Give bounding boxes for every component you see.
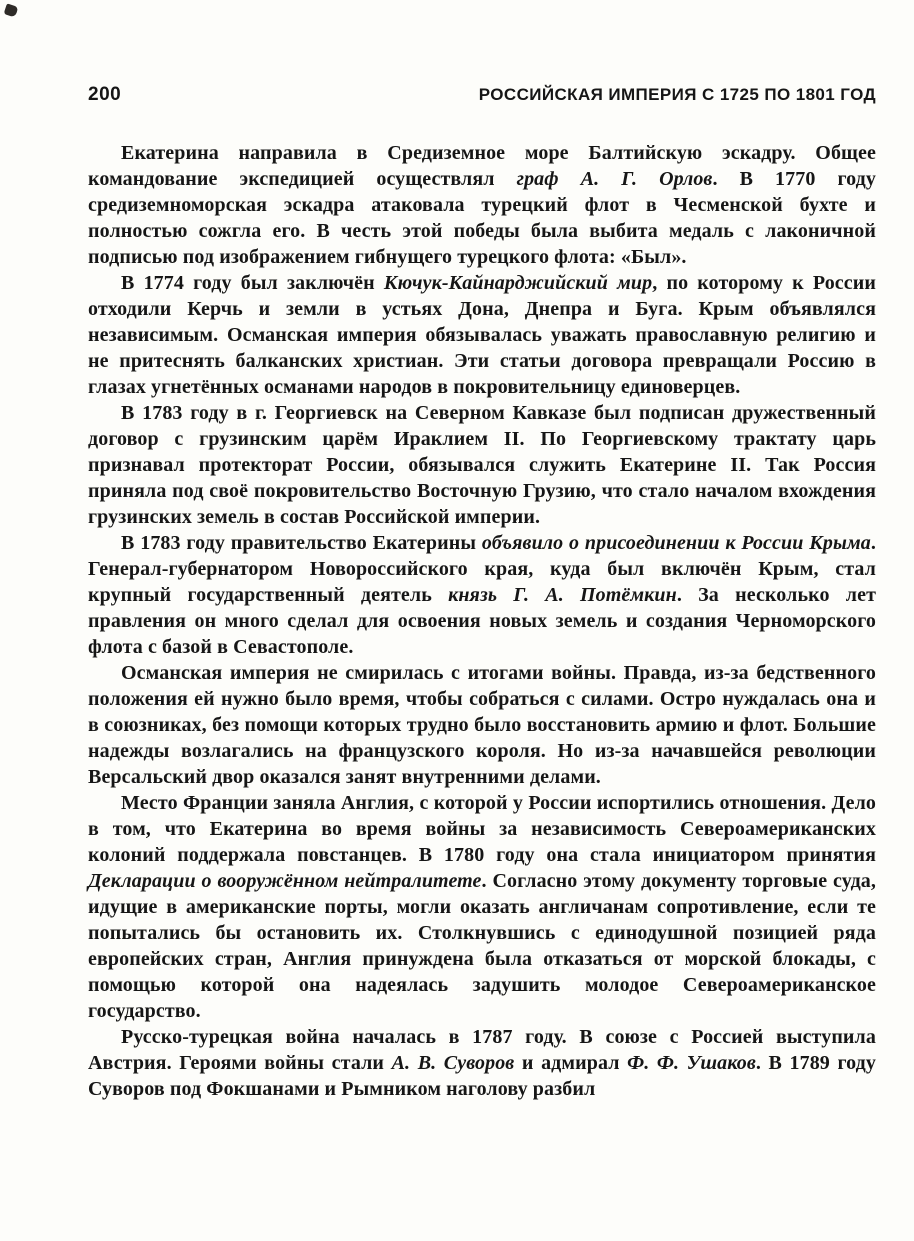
text-run-normal: году правительство Екатерины [180,532,482,554]
text-run-bold: 1783 [142,402,183,424]
text-run-normal: . За несколько лет правления он много сделал для освоения новых земель и создания Черноморского флота с базой в Севастополе. [88,584,876,658]
text-run-normal: Османская империя не смирилась с итогами войны. Правда, из-за бедственного положения ей нужно было время, чтобы собраться с силами. Остро нуждалась она и в союзниках, без помощи которых трудно было восстановить армию и флот. Большие надежды возлагались на французского короля. Но из-за начавшейся революции Версальский двор оказался занят внутренними делами. [88,662,876,788]
page-number: 200 [88,84,122,105]
text-run-italic: объявило о присоединении к России Крыма [481,532,871,554]
text-run-normal: году в г. Георгиевск на Северном Кавказе был подписан дружественный договор с грузинским царём Ираклием II. По Георгиевскому трактату царь признавал протекторат России, обязывался служить Екатерине II. Так Россия приняла под своё покровительство Восточную Грузию, что стало началом вхождения грузинских земель в состав Российской империи. [88,402,876,528]
text-run-normal: В [121,272,144,294]
running-title: РОССИЙСКАЯ ИМПЕРИЯ С 1725 ПО 1801 ГОД [478,85,876,104]
text-run-italic: Декларации о вооружённом нейтралитете [88,870,482,892]
text-run-italic: А. В. Суворов [391,1052,515,1074]
page-header [88,84,876,106]
text-run-normal: . В 1789 году Суворов под Фокшанами и Рымником наголову разбил [88,1052,876,1100]
text-run-normal: Место Франции заняла Англия, с которой у России испортились отношения. Дело в том, что Екатерина во время войны за независимость Североамериканских колоний поддержала повстанцев. В 1780 году она стала инициатором принятия [88,792,876,866]
text-run-italic: граф А. Г. Орлов [516,168,713,190]
text-run-normal: , по которому к России отходили Керчь и земли в устьях Дона, Днепра и Буга. Крым объявлялся независимым. Османская империя обязывалась уважать православную религию и не притеснять балканских христиан. Эти статьи договора превращали Россию в глазах угнетённых османами народов в покровительницу единоверцев. [88,272,877,398]
scan-artifact [4,3,19,17]
page-body [88,140,876,1102]
text-run-normal: году был заключён [183,272,384,294]
text-run-normal: Русско-турецкая война началась в [121,1026,473,1048]
paragraph [88,790,876,1024]
text-run-normal: В [121,402,143,424]
text-run-normal: В [121,532,141,554]
text-run-bold: 1787 [472,1026,513,1048]
paragraph [88,400,876,530]
text-run-italic: Ф. Ф. Ушаков [627,1052,756,1074]
text-run-italic: князь Г. А. Потёмкин [448,584,677,606]
text-run-normal: . В 1770 году средиземноморская эскадра атаковала турецкий флот в Чесменской бухте и полностью сожгла его. В честь этой победы была выбита медаль с лаконичной подписью под изображением гибнущего турецкого флота: «Был». [88,168,876,268]
text-run-normal: . Генерал-губернатором Новороссийского края, куда был включён Крым, стал крупный государственный деятель [88,532,876,606]
paragraph [88,660,876,790]
text-run-italic: Кючук-Кайнарджийский мир [383,272,653,294]
text-run-bold: 1783 [140,532,181,554]
text-run-normal: и адмирал [514,1052,628,1074]
text-run-normal: Екатерина направила в Средиземное море Балтийскую эскадру. Общее командование экспедицией осуществлял [88,142,876,190]
text-run-normal: . Согласно этому документу торговые суда, идущие в американские порты, могли оказать англичанам сопротивление, если те попытались бы остановить их. Столкнувшись с единодушной позицией ряда европейских стран, Англия принуждена была отказаться от морской блокады, с помощью которой она надеялась задушить молодое Североамериканское государство. [88,870,876,1022]
text-run-normal: году. В союзе с Россией выступила Австрия. Героями войны стали [88,1026,876,1074]
paragraph [88,1024,876,1102]
paragraph [88,270,876,400]
paragraph [88,530,876,660]
paragraph [88,140,876,270]
text-run-bold: 1774 [143,272,184,294]
